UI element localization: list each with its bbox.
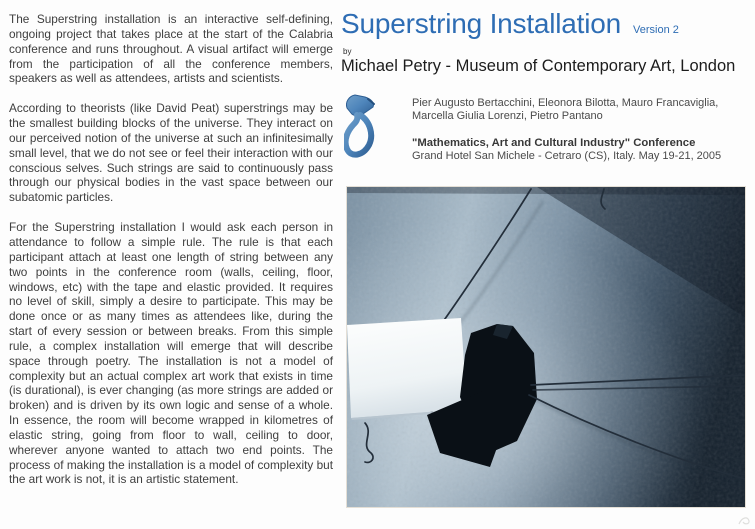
string-and-tape-installation-photo (346, 186, 746, 508)
page-title: Superstring Installation (341, 8, 622, 39)
page-curl-mark (737, 513, 751, 529)
tape-dispenser-icon (344, 91, 378, 163)
by-label: by (343, 47, 352, 56)
white-tape (347, 318, 467, 418)
intro-paragraph-3: For the Superstring installation I would ask each person in attendance to follow a simple rule. The rule is that each participant attach at least one length of string between any two points in the conference room (walls, ceiling, floor, windows, etc) with the tape and elastic provided. It requires no level of skill, simply a desire to participate. This may be done once or as many times as attendees like, during the start of every session or between breaks. From this simple rule, a complex installation will emerge that will describe space through poetry. The installation is not a model of complexity but an actual complex art work that exists in time (is durational), is ever changing (as more strings are added or broken) and is driven by its own logic and sense of a whole. In essence, the room will become wrapped in kilometres of elastic string, going from floor to wall, ceiling to door, wherever anyone wanted to attach two end points. The process of making the installation is a model of complexity but the art work is not, it is an artistic statement. (9, 220, 333, 487)
intro-paragraph-2: According to theorists (like David Peat) superstrings may be the smallest building blocks of the universe. They interact on our perceived notion of the universe at such an infinitesimally small level, that we do not see or feel their interaction with our conscious selves. Such strings are said to continuously pass through our physical bodies in the vast space between our subatomic particles. (9, 101, 333, 205)
author-line: Michael Petry - Museum of Contemporary Art, London (341, 57, 736, 75)
conference-block (412, 97, 750, 164)
intro-paragraph-1: The Superstring installation is an interactive self-defining, ongoing project that takes place at the start of the Calabria conference and runs throughout. A visual artifact will emerge from the participation of all the conference members, speakers as well as attendees, artists and scientists. (9, 12, 333, 86)
venue-line: Grand Hotel San Michele - Cetraro (CS), Italy. May 19-21, 2005 (412, 150, 722, 163)
conference-title: "Mathematics, Art and Cultural Industry" Conference (412, 136, 696, 149)
version-label: Version 2 (633, 24, 679, 36)
intro-text-column (9, 12, 333, 502)
title-row (341, 8, 751, 40)
participants-line: Pier Augusto Bertacchini, Eleonora Bilotta, Mauro Francaviglia, Marcella Giulia Lorenzi, Pietro Pantano (412, 97, 719, 123)
